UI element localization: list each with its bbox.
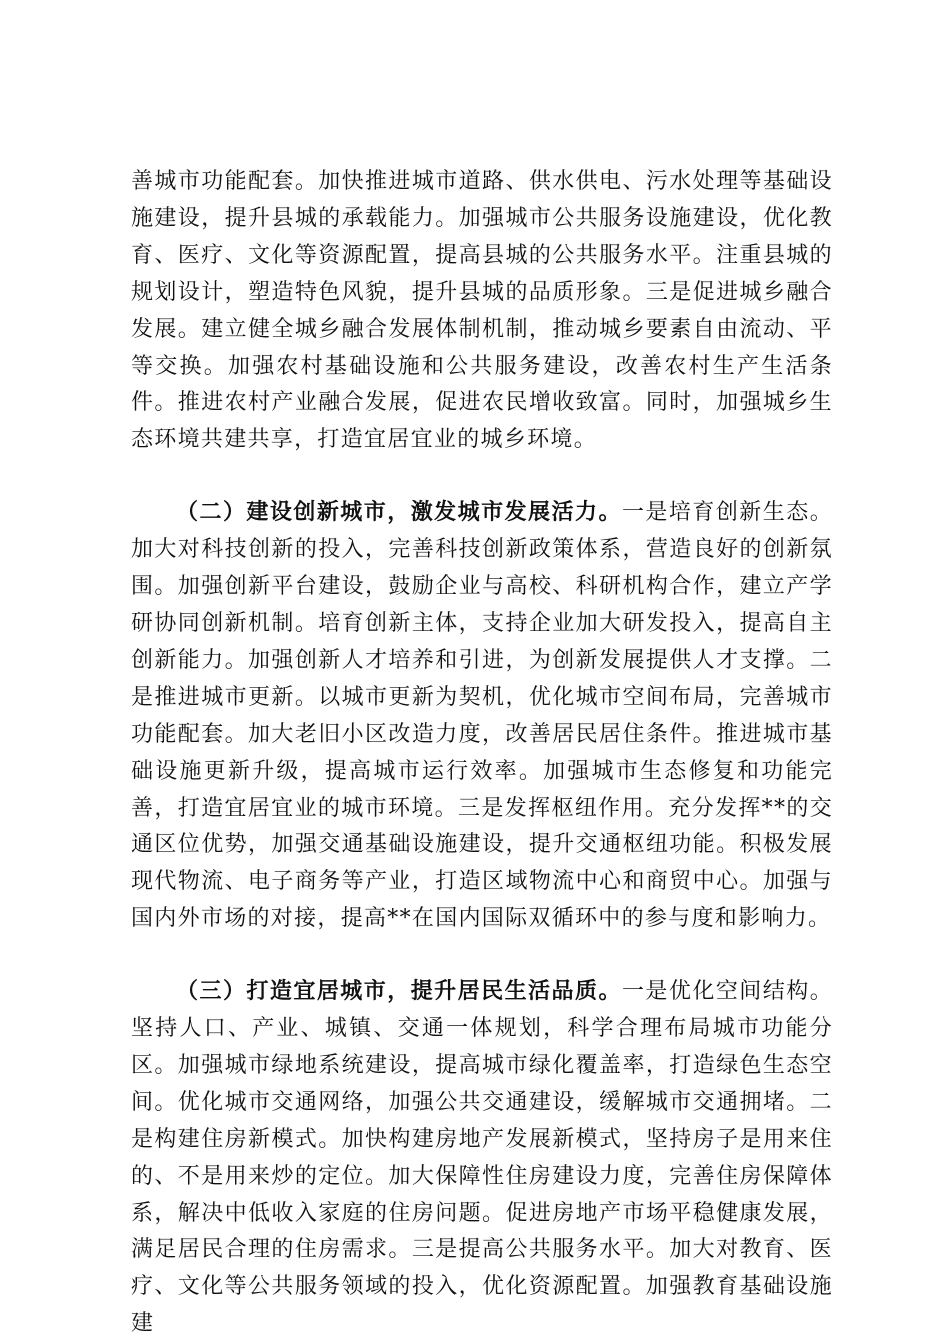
paragraph-text: 一是优化空间结构。坚持人口、产业、城镇、交通一体规划，科学合理布局城市功能分区。加强城市绿地系统建设，提高城市绿化覆盖率，打造绿色生态空间。优化城市交通网络，加强公共交通建设，缓解城市交通拥堵。二是构建住房新模式。加快构建房地产发展新模式，坚持房子是用来住的、不是用来炒的定位。加大保障性住房建设力度，完善住房保障体系，解决中低收入家庭的住房问题。促进房地产市场平稳健康发展，满足居民合理的住房需求。三是提高公共服务水平。加大对教育、医疗、文化等公共服务领域的投入，优化资源配置。加强教育基础设施建	[131, 979, 833, 1337]
document-body	[131, 164, 833, 1343]
paragraph-section-2	[131, 495, 833, 938]
paragraph-text: 善城市功能配套。加快推进城市道路、供水供电、污水处理等基础设施建设，提升县城的承载能力。加强城市公共服务设施建设，优化教育、医疗、文化等资源配置，提高县城的公共服务水平。注重县城的规划设计，塑造特色风貌，提升县城的品质形象。三是促进城乡融合发展。建立健全城乡融合发展体制机制，推动城乡要素自由流动、平等交换。加强农村基础设施和公共服务建设，改善农村生产生活条件。推进农村产业融合发展，促进农民增收致富。同时，加强城乡生态环境共建共享，打造宜居宜业的城乡环境。	[131, 169, 833, 453]
section-heading: （二）建设创新城市，激发城市发展活力。	[176, 500, 622, 526]
paragraph-continuation	[131, 164, 833, 459]
section-heading: （三）打造宜居城市，提升居民生活品质。	[176, 979, 622, 1005]
paragraph-section-3	[131, 974, 833, 1343]
paragraph-text: 一是培育创新生态。加大对科技创新的投入，完善科技创新政策体系，营造良好的创新氛围。加强创新平台建设，鼓励企业与高校、科研机构合作，建立产学研协同创新机制。培育创新主体，支持企业加大研发投入，提高自主创新能力。加强创新人才培养和引进，为创新发展提供人才支撑。二是推进城市更新。以城市更新为契机，优化城市空间布局，完善城市功能配套。加大老旧小区改造力度，改善居民居住条件。推进城市基础设施更新升级，提高城市运行效率。加强城市生态修复和功能完善，打造宜居宜业的城市环境。三是发挥枢纽作用。充分发挥**的交通区位优势，加强交通基础设施建设，提升交通枢纽功能。积极发展现代物流、电子商务等产业，打造区域物流中心和商贸中心。加强与国内外市场的对接，提高**在国内国际双循环中的参与度和影响力。	[131, 500, 833, 932]
